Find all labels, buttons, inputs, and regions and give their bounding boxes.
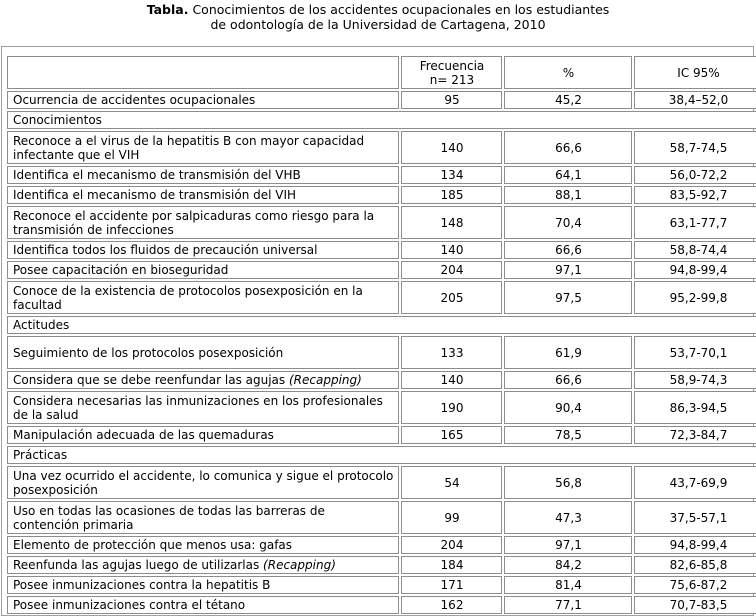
caption-title-2: de odontología de la Universidad de Cartagena, 2010 — [210, 17, 546, 32]
header-label — [7, 56, 399, 89]
cell-percent: 88,1 — [504, 186, 632, 204]
row-label — [7, 501, 399, 534]
cell-ic: 53,7-70,1 — [634, 336, 756, 369]
section-row — [7, 316, 756, 334]
cell-frecuencia: 185 — [401, 186, 502, 204]
table-row — [7, 536, 756, 554]
caption-line-1 — [0, 2, 756, 17]
cell-percent: 64,1 — [504, 166, 632, 184]
cell-ic: 95,2-99,8 — [634, 281, 756, 314]
cell-frecuencia: 148 — [401, 206, 502, 239]
header-freq-line1: Frecuencia — [419, 58, 485, 73]
row-label — [7, 466, 399, 499]
row-label-text: Identifica todos los fluidos de precaución universal — [13, 243, 318, 257]
cell-ic: 37,5-57,1 — [634, 501, 756, 534]
cell-ic: 82,6-85,8 — [634, 556, 756, 574]
section-label: Actitudes — [7, 316, 756, 334]
section-row — [7, 111, 756, 129]
cell-frecuencia: 140 — [401, 131, 502, 164]
row-label — [7, 391, 399, 424]
cell-ic: 43,7-69,9 — [634, 466, 756, 499]
table-row — [7, 186, 756, 204]
table-row — [7, 556, 756, 574]
data-table — [5, 54, 756, 616]
cell-percent: 70,4 — [504, 206, 632, 239]
cell-percent: 84,2 — [504, 556, 632, 574]
row-label — [7, 241, 399, 259]
table-row — [7, 261, 756, 279]
cell-percent: 56,8 — [504, 466, 632, 499]
cell-frecuencia: 204 — [401, 536, 502, 554]
header-frecuencia — [401, 56, 502, 89]
cell-frecuencia: 162 — [401, 596, 502, 614]
cell-frecuencia: 190 — [401, 391, 502, 424]
cell-ic: 94,8-99,4 — [634, 261, 756, 279]
cell-frecuencia: 134 — [401, 166, 502, 184]
row-label-text: Uso en todas las ocasiones de todas las barreras de contención primaria — [13, 503, 325, 532]
table-header-row — [7, 56, 756, 89]
cell-percent: 45,2 — [504, 91, 632, 109]
cell-percent: 66,6 — [504, 371, 632, 389]
section-row — [7, 446, 756, 464]
section-label: Prácticas — [7, 446, 756, 464]
row-label-text: Posee inmunizaciones contra el tétano — [13, 598, 246, 612]
row-label — [7, 371, 399, 389]
cell-ic: 72,3-84,7 — [634, 426, 756, 444]
table-row — [7, 281, 756, 314]
row-label-text: Reconoce a el virus de la hepatitis B con mayor capacidad infectante que el VIH — [13, 133, 365, 162]
table-row — [7, 596, 756, 614]
table-row — [7, 241, 756, 259]
cell-ic: 58,9-74,3 — [634, 371, 756, 389]
table-row — [7, 466, 756, 499]
cell-percent: 78,5 — [504, 426, 632, 444]
row-label-text: Conoce de la existencia de protocolos posexposición en la facultad — [13, 283, 363, 312]
row-label — [7, 556, 399, 574]
cell-ic: 58,7-74,5 — [634, 131, 756, 164]
table-row — [7, 131, 756, 164]
cell-ic: 58,8-74,4 — [634, 241, 756, 259]
cell-ic: 56,0-72,2 — [634, 166, 756, 184]
cell-percent: 90,4 — [504, 391, 632, 424]
row-label — [7, 281, 399, 314]
row-label — [7, 576, 399, 594]
cell-frecuencia: 133 — [401, 336, 502, 369]
cell-ic: 94,8-99,4 — [634, 536, 756, 554]
cell-frecuencia: 204 — [401, 261, 502, 279]
cell-frecuencia: 95 — [401, 91, 502, 109]
row-label-text: Seguimiento de los protocolos posexposición — [13, 345, 284, 360]
row-label-text: Una vez ocurrido el accidente, lo comunica y sigue el protocolo posexposición — [13, 468, 394, 497]
cell-percent: 97,1 — [504, 536, 632, 554]
table-row — [7, 426, 756, 444]
cell-frecuencia: 99 — [401, 501, 502, 534]
cell-frecuencia: 140 — [401, 371, 502, 389]
cell-ic: 86,3-94,5 — [634, 391, 756, 424]
row-label-text: Elemento de protección que menos usa: gafas — [13, 538, 293, 552]
cell-ic: 70,7-83,5 — [634, 596, 756, 614]
row-label-text: Reconoce el accidente por salpicaduras como riesgo para la transmisión de infecciones — [13, 208, 375, 237]
row-label-text: Identifica el mecanismo de transmisión del VHB — [13, 168, 301, 182]
cell-percent: 66,6 — [504, 131, 632, 164]
caption-label: Tabla. — [146, 2, 189, 17]
row-label — [7, 206, 399, 239]
table-row — [7, 371, 756, 389]
cell-frecuencia: 165 — [401, 426, 502, 444]
cell-ic: 63,1-77,7 — [634, 206, 756, 239]
cell-percent: 61,9 — [504, 336, 632, 369]
row-label — [7, 91, 399, 109]
header-percent: % — [504, 56, 632, 89]
row-label-text: Ocurrencia de accidentes ocupacionales — [13, 93, 256, 107]
table-container — [1, 46, 754, 616]
cell-percent: 66,6 — [504, 241, 632, 259]
table-row — [7, 576, 756, 594]
row-label-text: Reenfunda las agujas luego de utilizarlas — [13, 558, 264, 572]
row-label — [7, 186, 399, 204]
cell-frecuencia: 171 — [401, 576, 502, 594]
cell-percent: 97,5 — [504, 281, 632, 314]
table-row — [7, 336, 756, 369]
row-label — [7, 596, 399, 614]
row-label-text: Manipulación adecuada de las quemaduras — [13, 428, 274, 442]
row-label-text: Posee inmunizaciones contra la hepatitis B — [13, 578, 271, 592]
cell-percent: 81,4 — [504, 576, 632, 594]
row-label — [7, 131, 399, 164]
cell-ic: 75,6-87,2 — [634, 576, 756, 594]
row-label — [7, 336, 399, 369]
cell-frecuencia: 140 — [401, 241, 502, 259]
cell-ic: 83,5-92,7 — [634, 186, 756, 204]
cell-percent: 97,1 — [504, 261, 632, 279]
row-label — [7, 166, 399, 184]
row-label — [7, 536, 399, 554]
section-label: Conocimientos — [7, 111, 756, 129]
row-label-text: Considera que se debe reenfundar las agujas — [13, 373, 289, 387]
table-caption — [0, 2, 756, 32]
header-freq-line2: n= 213 — [429, 72, 475, 87]
table-row — [7, 166, 756, 184]
row-label-text: Posee capacitación en bioseguridad — [13, 263, 229, 277]
cell-frecuencia: 54 — [401, 466, 502, 499]
row-label-text: Considera necesarias las inmunizaciones en los profesionales de la salud — [13, 393, 383, 422]
table-row — [7, 206, 756, 239]
caption-title-1: Conocimientos de los accidentes ocupacionales en los estudiantes — [188, 2, 610, 17]
cell-percent: 77,1 — [504, 596, 632, 614]
cell-frecuencia: 184 — [401, 556, 502, 574]
row-label — [7, 426, 399, 444]
table-row — [7, 391, 756, 424]
row-label-italic: (Recapping) — [263, 558, 336, 572]
table-row — [7, 501, 756, 534]
table-row — [7, 91, 756, 109]
cell-percent: 47,3 — [504, 501, 632, 534]
row-label — [7, 261, 399, 279]
cell-ic: 38,4–52,0 — [634, 91, 756, 109]
header-ic: IC 95% — [634, 56, 756, 89]
row-label-text: Identifica el mecanismo de transmisión del VIH — [13, 188, 297, 202]
row-label-italic: (Recapping) — [288, 373, 362, 387]
cell-frecuencia: 205 — [401, 281, 502, 314]
